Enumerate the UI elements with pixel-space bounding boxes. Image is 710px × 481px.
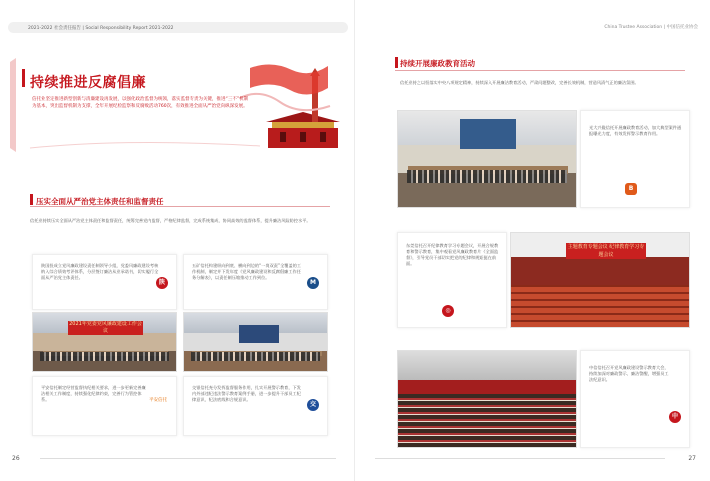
case-card-3 <box>32 376 177 436</box>
pingan-logo-icon: 平安信托 <box>149 398 167 403</box>
company-logo-icon: 陕 <box>156 277 168 289</box>
case-card-1-text: 陕国投成立党风廉政建设责任制领导小组，党委风廉政建设考核纳入综合绩效考评体系，分层签订廉洁从业承诺书，切实履行全面从严治党主体责任。 <box>41 263 159 280</box>
caption-card-3 <box>580 350 690 448</box>
meeting-photo-3 <box>397 110 577 208</box>
title-accent-bar <box>22 69 25 87</box>
meeting-photo-5 <box>397 350 577 448</box>
photo-banner-right: 主题教育专题会议 纪律教育学习专题会议 <box>567 244 645 258</box>
section-text: 信托业持续压实全面从严治党主体责任和监督责任，统筹完善党内监督，严格纪律监督，完成系统集成、协同高效的监督体系，提升廉洁风险防控水平。 <box>30 218 311 223</box>
meeting-photo-1 <box>32 312 177 372</box>
everbright-logo-icon: B <box>625 183 637 195</box>
right-section-divider <box>395 70 685 71</box>
case-card-4-text: 交银信托充分发挥监督服务作用，扎实开展警示教育，下发内外部违纪违法警示教育案例手册，进一步提升干部员工纪律意识、纪法底线和合规意识。 <box>192 385 301 402</box>
caption-3-text: 中信信托召开党风廉政建设警示教育大会，持续加深对廉政警示、廉洁警醒，增强员工法纪意识。 <box>589 365 669 382</box>
meeting-photo-4 <box>510 232 690 328</box>
page-number-left: 26 <box>12 455 20 462</box>
page-title: 持续推进反腐倡廉 <box>30 75 146 91</box>
caption-card-2 <box>397 232 507 328</box>
dongguan-logo-icon: ◎ <box>442 305 454 317</box>
caption-card-1 <box>580 110 690 208</box>
case-card-3-text: 平安信托制定经营监督执纪相关要求，进一步更新完善廉洁相关工作制度，持续强化纪律约束，完善行为管控体系。 <box>41 385 146 402</box>
bocom-logo-icon: 交 <box>307 399 319 411</box>
photo-banner: 2021年党委党风廉政建设工作会议 <box>69 321 142 334</box>
case-card-1 <box>32 254 177 310</box>
footer-divider-right <box>375 458 665 459</box>
right-section-title: 持续开展廉政教育活动 <box>400 59 475 68</box>
right-intro-text: 信托业持之以恒落实中央八项规定精神，持续深入开展廉洁教育活动，严肃问题整改，完善长效机制，营造风清气正的廉洁氛围。 <box>400 80 639 85</box>
left-header-text: 2021-2022 社会责任报告 | Social Responsibility Report 2021-2022 <box>28 25 174 31</box>
citic-logo-icon: 中 <box>669 411 681 423</box>
case-card-2 <box>183 254 328 310</box>
case-card-4 <box>183 376 328 436</box>
section-accent-bar <box>30 194 33 205</box>
intro-text: 信托业坚定推进新型创新与清廉建设再发展，以强化政治监督为统领，落实监督专责为关键，推进“三不”机制为基本，突出监督机制为支撑，全年开展纪检监察和反腐败活动760次，有效推进全面从严治党向纵深发展。 <box>32 97 249 109</box>
section-title: 压实全面从严治党主体责任和监督责任 <box>36 197 164 206</box>
company-logo-icon: M <box>307 277 319 289</box>
footer-divider-left <box>40 458 336 459</box>
caption-1-text: 光大兴陇信托开展廉政教育活动，加大典型案件通报曝光力度，有效发挥警示教育作用。 <box>589 125 682 136</box>
right-header-text: China Trustee Association | 中国信托业协会 <box>604 25 698 30</box>
right-section-accent-bar <box>395 57 398 68</box>
section-divider <box>30 206 330 207</box>
caption-2-text: 东莞信托召开纪律教育学习专题会议，开展合规教育和警示教育，集中观看党风廉政教育片《全面监督》，引导党员干部切实把党的纪律和规矩挺在前面。 <box>406 243 499 266</box>
left-header-bar <box>8 22 348 33</box>
case-card-2-text: 五矿信托构建纵向到底、横向到边的“一岗双责”全覆盖的工作机制，制定并下发年度《党风廉政建设和反腐倡廉工作任务分解表》，以责任制压缩推动工作到位。 <box>192 263 302 280</box>
page-number-right: 27 <box>688 455 696 462</box>
meeting-photo-2 <box>183 312 328 372</box>
